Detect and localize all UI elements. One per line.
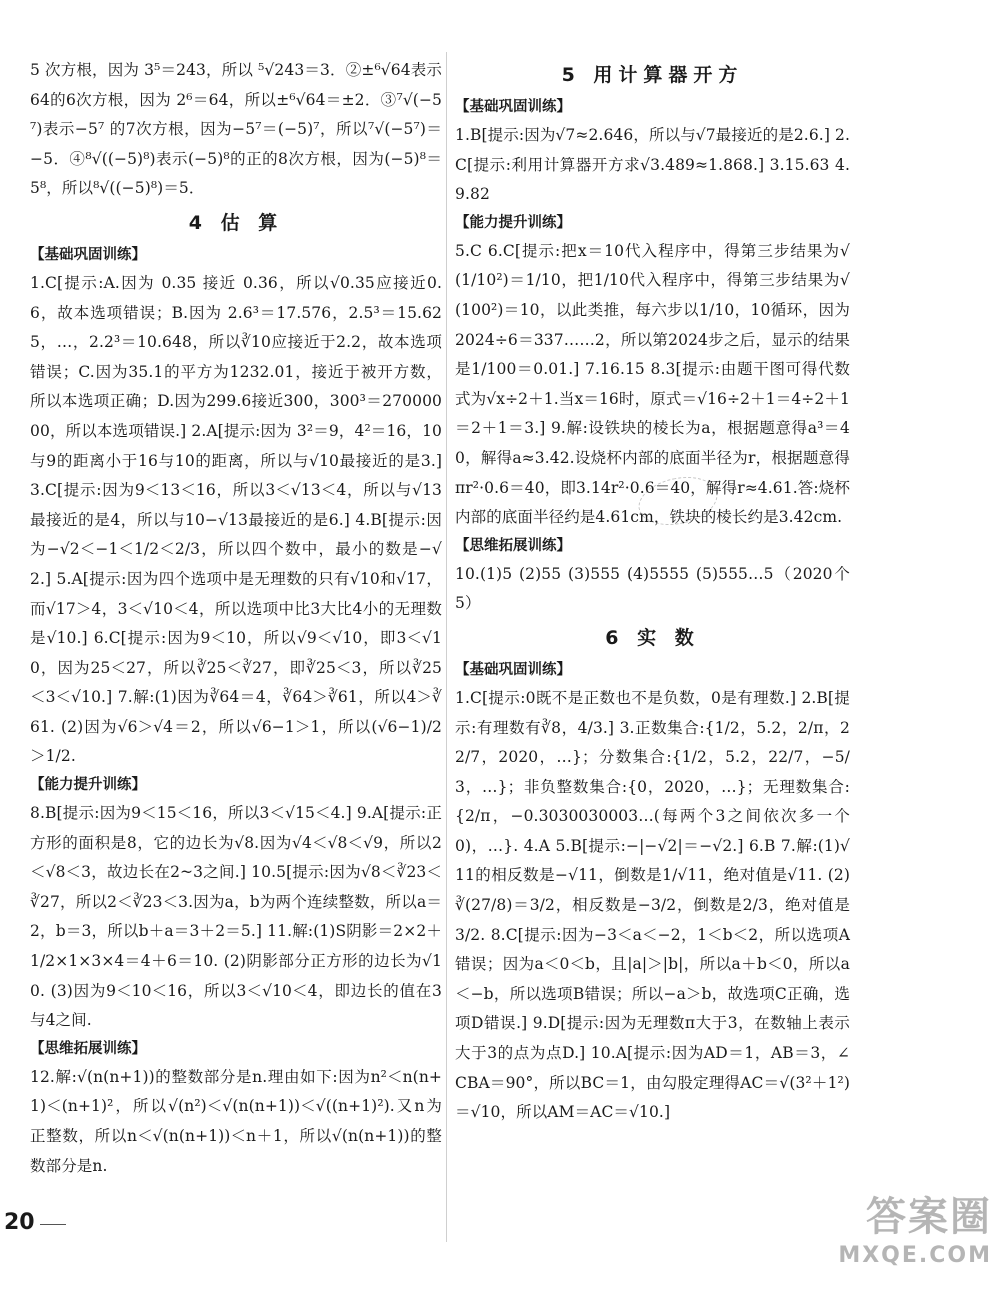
basic-training-answers-6: 1.C[提示:0既不是正数也不是负数，0是有理数.] 2.B[提示:有理数有∛8，4/3.] 3.正数集合:{1/2，5.2，2/π，22/7，2020，…}；分数集合:{1/2，5.2，22/7，−5/3，…}；非负整数集合:{0，2020，…}；无理数集合:{2/π，−0.3030030003…(每两个3之间依次多一个0)，…}. 4.A 5.B[提示:−|−√2|＝−√2.] 6.B 7.解:(1)√11的相反数是−√11，倒数是1/√11，绝对值是√11. (2)∛(27/8)＝3/2，相反数是−3/2，倒数是2/3，绝对值是3/2. 8.C[提示:因为−3＜a＜−2，1＜b＜2，所以选项A错误；因为a＜0＜b，且|a|＞|b|，所以a＋b＜0，所以a＜−b，所以选项B错误；所以−a＞b，故选项C正确，选项D错误.] 9.D[提示:因为无理数π大于3，在数轴上表示大于3的点为点D.] 10.A[提示:因为AD＝1，AB＝3，∠CBA＝90°，所以BC＝1，由勾股定理得AC＝√(3²＋1²)＝√10，所以AM＝AC＝√10.]: [455, 688, 850, 1122]
thinking-training-answers-5: 10.(1)5 (2)55 (3)555 (4)5555 (5)555…5（2020个5）: [455, 564, 850, 613]
basic-training-label: 【基础巩固训练】: [30, 246, 146, 263]
thinking-training-answers: 12.解:√(n(n+1))的整数部分是n.理由如下:因为n²＜n(n+1)＜(n+1)²，所以√(n²)＜√(n(n+1))＜√((n+1)²).又n为正整数，所以n＜√(n(n+1))＜n＋1，所以√(n(n+1))的整数部分是n.: [30, 1067, 442, 1175]
watermark-site: MXQE.COM: [838, 1243, 992, 1268]
intro-paragraph: 5 次方根，因为 3⁵＝243，所以 ⁵√243＝3．②±⁶√64表示64的6次方根，因为 2⁶＝64，所以±⁶√64＝±2．③⁷√(−5⁷)表示−5⁷ 的7次方根，因为−5⁷＝(−5)⁷，所以⁷√(−5⁷)＝−5．④⁸√((−5)⁸)表示(−5)⁸的正的8次方根，因为(−5)⁸＝5⁸，所以⁸√((−5)⁸)＝5．: [30, 61, 442, 198]
section-5-title: 5 用计算器开方: [561, 64, 744, 86]
left-column: [30, 56, 442, 1181]
basic-training-answers: 1.C[提示:A.因为 0.35 接近 0.36，所以√0.35应接近0.6，故本选项错误；B.因为 2.6³＝17.576，2.5³＝15.625，…，2.2³＝10.648，所以∛10应接近于2.2，故本选项错误；C.因为35.1的平方为1232.01，接近于被开方数，所以本选项正确；D.因为299.6接近300，300³＝27000000，所以本选项错误.] 2.A[提示:因为 3²＝9，4²＝16，10与9的距离小于16与10的距离，所以与√10最接近的是3.] 3.C[提示:因为9＜13＜16，所以3＜√13＜4，所以与√13最接近的是4，所以与10−√13最接近的是6.] 4.B[提示:因为−√2＜−1＜1/2＜2/3，所以四个数中，最小的数是−√2.] 5.A[提示:因为四个选项中是无理数的只有√10和√17，而√17＞4，3＜√10＜4，所以选项中比3大比4小的无理数是√10.] 6.C[提示:因为9＜10，所以√9＜√10，即3＜√10，因为25＜27，所以∛25＜∛27，即∛25＜3，所以∛25＜3＜√10.] 7.解:(1)因为∛64＝4，∛64＞∛61，所以4＞∛61. (2)因为√6＞√4＝2，所以√6−1＞1，所以(√6−1)/2＞1/2.: [30, 273, 442, 766]
thinking-training-label: 【思维拓展训练】: [30, 1040, 146, 1057]
page-number-rule: [40, 1224, 66, 1225]
basic-training-label-5: 【基础巩固训练】: [455, 99, 571, 115]
watermark-logo: 答案圈: [866, 1194, 992, 1240]
ability-training-label: 【能力提升训练】: [30, 777, 146, 794]
thinking-training-label-5: 【思维拓展训练】: [455, 537, 571, 554]
section-6-title: 6 实 数: [605, 626, 700, 649]
page-number: 20: [4, 1210, 35, 1235]
ability-training-answers: 8.B[提示:因为9＜15＜16，所以3＜√15＜4.] 9.A[提示:正方形的面积是8，它的边长为√8.因为√4＜√8＜√9，所以2＜√8＜3，故边长在2~3之间.] 10.5[提示:因为√8＜∛23＜∛27，所以2＜∛23＜3.因为a，b为两个连续整数，所以a＝2，b＝3，所以b＋a＝3＋2＝5.] 11.解:(1)S阴影＝2×2＋1/2×1×3×4＝4＋6＝10. (2)阴影部分正方形的边长为√10. (3)因为9＜10＜16，所以3＜√10＜4，即边长的值在3与4之间.: [30, 804, 442, 1030]
column-divider: [446, 52, 447, 1242]
section-4-title: 4 估 算: [188, 211, 284, 234]
ability-training-label-5: 【能力提升训练】: [455, 214, 571, 231]
right-column: [455, 56, 850, 1128]
ability-training-answers-5: 5.C 6.C[提示:把x＝10代入程序中，得第三步结果为√(1/10²)＝1/10，把1/10代入程序中，得第三步结果为√(100²)＝10，以此类推，每六步以1/10，10循环，因为2024÷6＝337……2，所以第2024步之后，显示的结果是1/100＝0.01.] 7.16.15 8.3[提示:由题干图可得代数式为√x÷2＋1.当x＝16时，原式＝√16÷2＋1＝4÷2＋1＝2＋1＝3.] 9.解:设铁块的棱长为a，根据题意得a³＝40，解得a≈3.42.设烧杯内部的底面半径为r，根据题意得πr²·0.6＝40，即3.14r²·0.6＝40，解得r≈4.61.答:烧杯内部的底面半径约是4.61cm，铁块的棱长约是3.42cm.: [455, 241, 850, 527]
watermark: [822, 1192, 992, 1302]
basic-training-answers-5: 1.B[提示:因为√7≈2.646，所以与√7最接近的是2.6.] 2.C[提示:利用计算器开方求√3.489≈1.868.] 3.15.63 4.9.82: [455, 126, 850, 204]
basic-training-label-6: 【基础巩固训练】: [455, 661, 571, 678]
